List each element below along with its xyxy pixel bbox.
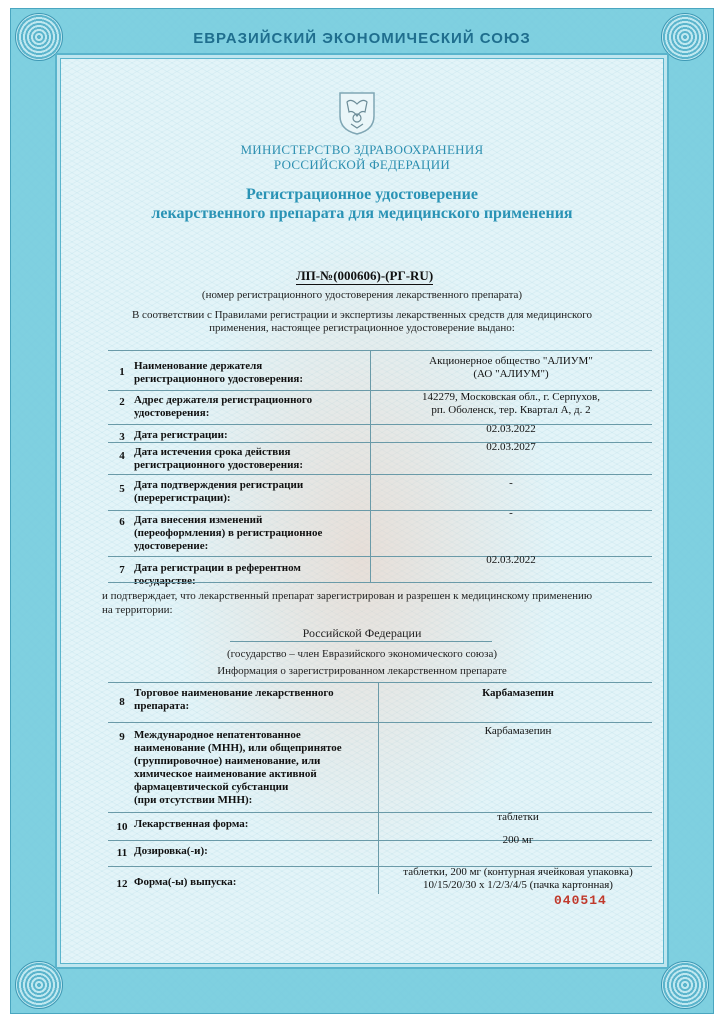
- row-value: [370, 507, 652, 520]
- product-info-caption: Информация о зарегистрированном лекарственном препарате: [217, 665, 507, 677]
- row-number: 4: [119, 450, 125, 462]
- row-label-line: (группировочное) наименование, или: [134, 755, 321, 767]
- row-divider: [108, 474, 652, 475]
- territory-state: Российской Федерации: [302, 626, 422, 640]
- row-number: 8: [119, 696, 125, 708]
- row-label-line: государстве:: [134, 575, 196, 587]
- table-top-rule: [108, 350, 652, 351]
- row-number: 3: [119, 431, 125, 443]
- row-value-line: Карбамазепин: [482, 687, 554, 699]
- row-value: [378, 725, 658, 738]
- row-label-line: регистрационного удостоверения:: [134, 373, 304, 385]
- intro-line-2: применения, настоящее регистрационное удостоверение выдано:: [209, 322, 515, 334]
- row-label-line: наименование (МНН), или общепринятое: [134, 742, 342, 754]
- row-value-line: 200 мг: [502, 834, 534, 846]
- row-label-line: Дата регистрации:: [134, 429, 228, 441]
- row-label: [134, 562, 370, 588]
- row-value-line: Акционерное общество "АЛИУМ": [429, 355, 593, 367]
- row-value: [378, 866, 658, 892]
- product-table-top-rule: [108, 682, 652, 683]
- row-value-line: -: [509, 477, 513, 489]
- row-label: [134, 845, 370, 858]
- row-label-line: Торговое наименование лекарственного: [134, 687, 334, 699]
- confirmation-line-1: и подтверждает, что лекарственный препарат зарегистрирован и разрешен к медицинскому применению: [102, 590, 593, 602]
- row-label: [134, 687, 370, 713]
- row-label: [134, 514, 370, 553]
- row-number: 5: [119, 483, 125, 495]
- row-label-line: Наименование держателя: [134, 360, 263, 372]
- row-label-line: регистрационного удостоверения:: [134, 459, 304, 471]
- row-value: [370, 391, 652, 417]
- serial-number: 040514: [554, 893, 607, 908]
- row-value: [378, 811, 658, 824]
- row-number: 9: [119, 731, 125, 743]
- row-label-line: химическое наименование активной: [134, 768, 317, 780]
- row-value: [378, 687, 658, 700]
- product-table-column-rule: [378, 682, 379, 894]
- row-label: [134, 446, 370, 472]
- row-value-line: -: [509, 507, 513, 519]
- document-title-line-1: Регистрационное удостоверение: [246, 186, 478, 203]
- row-label-line: Адрес держателя регистрационного: [134, 394, 313, 406]
- ministry-line-1: МИНИСТЕРСТВО ЗДРАВООХРАНЕНИЯ: [240, 142, 484, 157]
- row-number: 10: [116, 821, 128, 833]
- row-label-line: (перерегистрации):: [134, 492, 231, 504]
- row-value: [370, 423, 652, 436]
- row-label-line: Дата внесения изменений: [134, 514, 263, 526]
- row-label-line: Дата регистрации в референтном: [134, 562, 301, 574]
- row-value: [370, 477, 652, 490]
- row-label-line: Дата подтверждения регистрации: [134, 479, 304, 491]
- row-number: 2: [119, 396, 125, 408]
- row-label: [134, 818, 370, 831]
- row-label-line: Международное непатентованное: [134, 729, 301, 741]
- row-number: 7: [119, 564, 125, 576]
- coat-of-arms-icon: [337, 90, 377, 136]
- row-label: [134, 876, 370, 889]
- row-value-line: 02.03.2022: [486, 423, 536, 435]
- row-value-line: таблетки, 200 мг (контурная ячейковая упаковка): [403, 866, 633, 878]
- row-label-line: фармацевтической субстанции: [134, 781, 289, 793]
- row-number: 11: [116, 847, 128, 859]
- row-number: 6: [119, 516, 125, 528]
- row-label-line: Форма(-ы) выпуска:: [134, 876, 237, 888]
- row-label-line: препарата:: [134, 700, 190, 712]
- row-value-line: Карбамазепин: [484, 725, 552, 737]
- row-label: [134, 429, 370, 442]
- row-label-line: (переоформления) в регистрационное: [134, 527, 323, 539]
- row-label-line: Лекарственная форма:: [134, 818, 249, 830]
- row-label-line: Дата истечения срока действия: [134, 446, 291, 458]
- row-value-line: 02.03.2027: [486, 441, 536, 453]
- row-value: [370, 355, 652, 381]
- ministry-line-2: РОССИЙСКОЙ ФЕДЕРАЦИИ: [273, 157, 451, 172]
- row-label-line: удостоверение:: [134, 540, 209, 552]
- intro-line-1: В соответствии с Правилами регистрации и экспертизы лекарственных средств для медицинского: [131, 309, 593, 321]
- row-label: [134, 729, 370, 807]
- row-label-line: (при отсутствии МНН):: [134, 794, 253, 806]
- table-column-rule: [370, 350, 371, 582]
- row-value: [370, 554, 652, 567]
- registration-number-caption: (номер регистрационного удостоверения лекарственного препарата): [201, 289, 523, 301]
- row-value-line: 10/15/20/30 x 1/2/3/4/5 (пачка картонная): [423, 879, 613, 891]
- row-number: 1: [119, 366, 125, 378]
- document-title-line-2: лекарственного препарата для медицинского применения: [151, 205, 573, 222]
- row-label: [134, 479, 370, 505]
- row-value-line: таблетки: [497, 811, 539, 823]
- row-label: [134, 360, 370, 386]
- row-label-line: Дозировка(-и):: [134, 845, 208, 857]
- row-number: 12: [116, 878, 128, 890]
- union-title: ЕВРАЗИЙСКИЙ ЭКОНОМИЧЕСКИЙ СОЮЗ: [193, 30, 531, 47]
- row-label: [134, 394, 370, 420]
- row-value: [370, 441, 652, 454]
- row-value-line: (АО "АЛИУМ"): [473, 368, 549, 380]
- row-divider: [108, 722, 652, 723]
- row-value-line: 142279, Московская обл., г. Серпухов,: [422, 391, 600, 403]
- row-value-line: рп. Оболенск, тер. Квартал А, д. 2: [431, 404, 591, 416]
- row-label-line: удостоверения:: [134, 407, 210, 419]
- territory-caption: (государство – член Евразийского экономического союза): [227, 648, 497, 660]
- registration-number: ЛП-№(000606)-(РГ-RU): [296, 268, 434, 283]
- row-value: [378, 834, 658, 847]
- row-value-line: 02.03.2022: [486, 554, 536, 566]
- confirmation-line-2: на территории:: [102, 604, 173, 616]
- table-bottom-rule: [108, 582, 652, 583]
- territory-underline: [230, 641, 492, 642]
